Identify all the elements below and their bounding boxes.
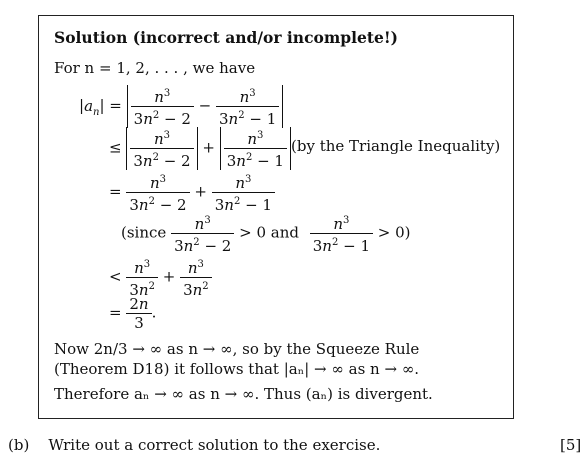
solution-box [38,15,514,419]
since-suffix: > 0) [377,223,411,242]
part-b [8,436,380,454]
squeeze-line-1: Now 2n/3 → ∞ as n → ∞, so by the Squeeze Rule [54,340,420,358]
equation-line-6: = $\frac{2n}{3}$ . [109,295,157,332]
solution-heading: Solution (incorrect and/or incomplete!) [54,28,398,47]
solution-intro: For n = 1, 2, . . . , we have [54,59,256,77]
equation-line-1: $|a_n|$ = $\frac{n^3}{3n^2 - 2}$ − $\frac{n^3}{3n^2 - 1}$ [79,85,283,128]
marks-label: [5] [560,436,582,454]
equation-line-2: ≤ $\frac{n^3}{3n^2 - 2}$ + $\frac{n^3}{3n^2 - 1}$ [109,127,291,170]
since-prefix: (since [121,223,167,242]
since-and: > 0 and [239,223,299,242]
equation-line-5: < $\frac{n^3}{3n^2}$ + $\frac{n^3}{3n^2}$ [109,256,212,299]
conclusion-line: Therefore aₙ → ∞ as n → ∞. Thus (aₙ) is divergent. [54,385,433,403]
since-line: (since $\frac{n^3}{3n^2 - 2}$ > 0 and $\frac{n^3}{3n^2 - 1}$ > 0) [121,212,411,255]
squeeze-line-2: (Theorem D18) it follows that |aₙ| → ∞ as n → ∞. [54,360,420,378]
triangle-inequality-note: (by the Triangle Inequality) [291,137,501,155]
equation-line-3: = $\frac{n^3}{3n^2 - 2}$ + $\frac{n^3}{3n^2 - 1}$ [109,171,275,214]
part-b-text: Write out a correct solution to the exercise. [48,436,381,454]
part-b-label: (b) [8,436,30,454]
